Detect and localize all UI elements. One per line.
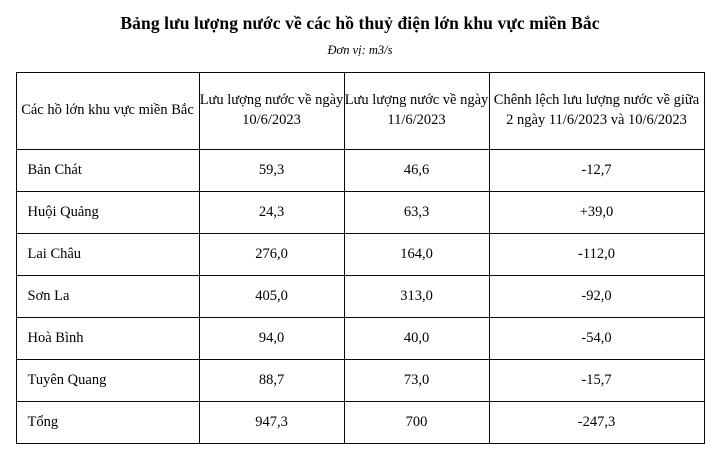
cell-reservoir-name: Tổng — [16, 402, 199, 444]
cell-day10: 947,3 — [199, 402, 344, 444]
table-row — [16, 360, 704, 402]
water-flow-table — [16, 72, 705, 444]
column-header-day11: Lưu lượng nước về ngày 11/6/2023 — [344, 73, 489, 150]
cell-day10: 88,7 — [199, 360, 344, 402]
table-row — [16, 150, 704, 192]
cell-reservoir-name: Tuyên Quang — [16, 360, 199, 402]
cell-day11: 40,0 — [344, 318, 489, 360]
document-page — [0, 13, 720, 467]
cell-difference: -247,3 — [489, 402, 704, 444]
table-header — [16, 73, 704, 150]
cell-day10: 405,0 — [199, 276, 344, 318]
cell-day10: 24,3 — [199, 192, 344, 234]
cell-reservoir-name: Hoà Bình — [16, 318, 199, 360]
cell-reservoir-name: Sơn La — [16, 276, 199, 318]
cell-day11: 313,0 — [344, 276, 489, 318]
column-header-difference: Chênh lệch lưu lượng nước về giữa 2 ngày 11/6/2023 và 10/6/2023 — [489, 73, 704, 150]
cell-reservoir-name: Lai Châu — [16, 234, 199, 276]
cell-difference: +39,0 — [489, 192, 704, 234]
table-row — [16, 318, 704, 360]
cell-day10: 276,0 — [199, 234, 344, 276]
table-row — [16, 276, 704, 318]
table-row-total — [16, 402, 704, 444]
table-body — [16, 150, 704, 444]
cell-day11: 63,3 — [344, 192, 489, 234]
page-title: Bảng lưu lượng nước về các hồ thuỷ điện lớn khu vực miền Bắc — [120, 13, 600, 33]
cell-day10: 94,0 — [199, 318, 344, 360]
unit-subtitle: Đơn vị: m3/s — [327, 43, 393, 57]
table-header-row — [16, 73, 704, 150]
table-row — [16, 192, 704, 234]
cell-reservoir-name: Bản Chát — [16, 150, 199, 192]
cell-day11: 164,0 — [344, 234, 489, 276]
column-header-day10: Lưu lượng nước về ngày 10/6/2023 — [199, 73, 344, 150]
cell-day11: 73,0 — [344, 360, 489, 402]
cell-difference: -15,7 — [489, 360, 704, 402]
cell-day11: 46,6 — [344, 150, 489, 192]
cell-difference: -12,7 — [489, 150, 704, 192]
cell-difference: -54,0 — [489, 318, 704, 360]
cell-difference: -112,0 — [489, 234, 704, 276]
cell-difference: -92,0 — [489, 276, 704, 318]
cell-reservoir-name: Huội Quảng — [16, 192, 199, 234]
column-header-reservoir: Các hồ lớn khu vực miền Bắc — [16, 73, 199, 150]
cell-day10: 59,3 — [199, 150, 344, 192]
table-row — [16, 234, 704, 276]
cell-day11: 700 — [344, 402, 489, 444]
